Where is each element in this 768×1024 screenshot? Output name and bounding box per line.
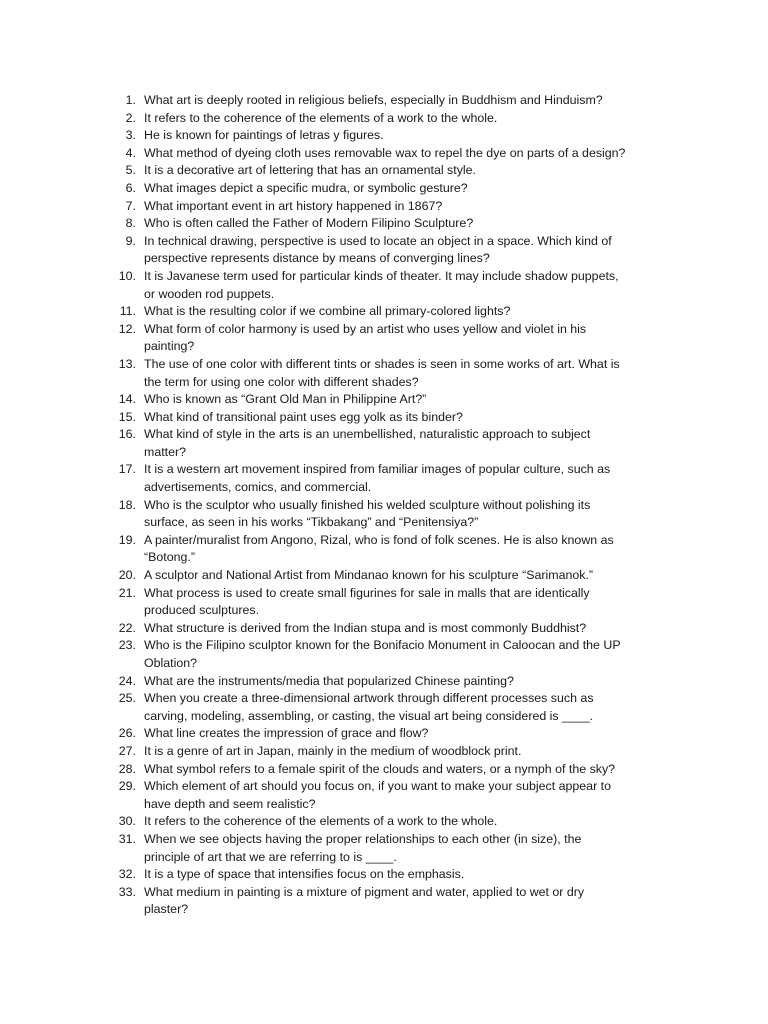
question-text: [136, 303, 680, 321]
question-number: 5.: [125, 163, 136, 178]
question-number: 31.: [118, 831, 136, 846]
question-text: [136, 110, 680, 128]
question-line: Who is often called the Father of Modern Filipino Sculpture?: [144, 216, 474, 231]
question-item: [100, 110, 680, 128]
question-text: [136, 637, 680, 672]
question-text: [136, 461, 680, 496]
question-item: [100, 761, 680, 779]
question-line: Oblation?: [144, 656, 198, 670]
question-number: 24.: [118, 673, 136, 688]
question-text: [136, 391, 680, 409]
question-line: What process is used to create small figurines for sale in malls that are identically: [144, 585, 590, 600]
question-number: 6.: [125, 180, 136, 195]
question-line: What images depict a specific mudra, or symbolic gesture?: [144, 180, 468, 195]
question-item: [100, 866, 680, 884]
question-item: [100, 145, 680, 163]
question-line: What symbol refers to a female spirit of the clouds and waters, or a nymph of the sky?: [144, 761, 616, 776]
question-item: [100, 497, 680, 532]
question-item: [100, 620, 680, 638]
question-number: 30.: [118, 814, 136, 829]
question-text: [136, 532, 680, 567]
question-number: 19.: [118, 532, 136, 547]
question-text: [136, 743, 680, 761]
question-item: [100, 884, 680, 919]
question-number: 13.: [118, 356, 136, 371]
question-number: 9.: [125, 233, 136, 248]
question-line: A sculptor and National Artist from Mindanao known for his sculpture “Sarimanok.”: [144, 568, 594, 583]
question-text: [136, 620, 680, 638]
question-item: [100, 673, 680, 691]
question-list: [100, 92, 680, 919]
question-line: It is a western art movement inspired from familiar images of popular culture, such as: [144, 462, 611, 477]
question-line: What important event in art history happened in 1867?: [144, 198, 443, 213]
question-text: [136, 831, 680, 866]
question-number: 26.: [118, 726, 136, 741]
question-line: plaster?: [144, 902, 189, 917]
question-number: 25.: [118, 691, 136, 706]
question-text: [136, 497, 680, 532]
question-text: [136, 162, 680, 180]
question-item: [100, 180, 680, 198]
question-line: What structure is derived from the Indian stupa and is most commonly Buddhist?: [144, 620, 587, 635]
question-item: [100, 356, 680, 391]
question-number: 14.: [118, 392, 136, 407]
question-line: It refers to the coherence of the elements of a work to the whole.: [144, 814, 498, 829]
question-text: [136, 690, 680, 725]
question-text: [136, 356, 680, 391]
question-text: [136, 409, 680, 427]
question-item: [100, 268, 680, 303]
question-item: [100, 585, 680, 620]
question-number: 33.: [118, 884, 136, 899]
question-line: Who is known as “Grant Old Man in Philippine Art?”: [144, 392, 427, 407]
question-line: the term for using one color with different shades?: [144, 374, 419, 389]
question-number: 17.: [118, 462, 136, 477]
question-number: 32.: [118, 867, 136, 882]
question-number: 23.: [118, 638, 136, 653]
question-number: 22.: [118, 620, 136, 635]
question-line: It is a genre of art in Japan, mainly in the medium of woodblock print.: [144, 743, 522, 758]
question-line: principle of art that we are referring to is ____.: [144, 849, 397, 864]
question-line: What are the instruments/media that popularized Chinese painting?: [144, 673, 514, 688]
question-text: [136, 145, 680, 163]
question-item: [100, 813, 680, 831]
question-item: [100, 690, 680, 725]
question-number: 12.: [118, 321, 136, 336]
question-line: It is a decorative art of lettering that has an ornamental style.: [144, 163, 476, 178]
question-item: [100, 725, 680, 743]
question-text: [136, 268, 680, 303]
question-line: produced sculptures.: [144, 603, 260, 618]
question-line: What medium in painting is a mixture of pigment and water, applied to wet or dry: [144, 884, 585, 899]
question-item: [100, 92, 680, 110]
question-number: 1.: [125, 93, 136, 107]
question-line: surface, as seen in his works “Tikbakang” and “Penitensiya?”: [144, 515, 479, 530]
question-number: 8.: [125, 216, 136, 231]
question-line: Who is the Filipino sculptor known for the Bonifacio Monument in Caloocan and the UP: [144, 638, 621, 653]
question-line: What kind of transitional paint uses egg yolk as its binder?: [144, 409, 463, 424]
question-text: [136, 92, 680, 110]
question-text: [136, 585, 680, 620]
question-number: 10.: [118, 268, 136, 283]
question-line: What art is deeply rooted in religious beliefs, especially in Buddhism and Hinduism?: [144, 93, 603, 107]
question-item: [100, 215, 680, 233]
question-text: [136, 198, 680, 216]
question-item: [100, 461, 680, 496]
question-item: [100, 743, 680, 761]
question-item: [100, 303, 680, 321]
question-item: [100, 409, 680, 427]
question-text: [136, 215, 680, 233]
question-line: have depth and seem realistic?: [144, 796, 316, 811]
question-text: [136, 778, 680, 813]
question-item: [100, 127, 680, 145]
question-number: 15.: [118, 409, 136, 424]
question-text: [136, 426, 680, 461]
question-line: or wooden rod puppets.: [144, 286, 275, 301]
question-item: [100, 321, 680, 356]
question-number: 7.: [125, 198, 136, 213]
question-line: In technical drawing, perspective is used to locate an object in a space. Which kind of: [144, 233, 612, 248]
question-line: It is a type of space that intensifies focus on the emphasis.: [144, 867, 465, 882]
question-line: “Botong.”: [144, 550, 195, 565]
question-line: What kind of style in the arts is an unembellished, naturalistic approach to subject: [144, 427, 591, 442]
question-line: Which element of art should you focus on, if you want to make your subject appear to: [144, 779, 611, 794]
question-number: 2.: [125, 110, 136, 125]
question-item: [100, 532, 680, 567]
question-item: [100, 567, 680, 585]
question-text: [136, 180, 680, 198]
question-number: 3.: [125, 128, 136, 143]
question-line: When you create a three-dimensional artwork through different processes such as: [144, 691, 594, 706]
question-item: [100, 198, 680, 216]
question-text: [136, 127, 680, 145]
question-line: carving, modeling, assembling, or casting, the visual art being considered is ____.: [144, 708, 594, 723]
question-text: [136, 673, 680, 691]
question-number: 18.: [118, 497, 136, 512]
question-line: He is known for paintings of letras y figures.: [144, 128, 384, 143]
question-item: [100, 426, 680, 461]
question-text: [136, 761, 680, 779]
question-line: advertisements, comics, and commercial.: [144, 480, 372, 495]
question-number: 16.: [118, 427, 136, 442]
question-line: What form of color harmony is used by an artist who uses yellow and violet in his: [144, 321, 587, 336]
question-item: [100, 162, 680, 180]
question-number: 4.: [125, 145, 136, 160]
question-line: What line creates the impression of grace and flow?: [144, 726, 429, 741]
question-text: [136, 321, 680, 356]
question-line: What method of dyeing cloth uses removable wax to repel the dye on parts of a design?: [144, 145, 626, 160]
question-text: [136, 725, 680, 743]
question-line: When we see objects having the proper relationships to each other (in size), the: [144, 831, 582, 846]
question-number: 27.: [118, 743, 136, 758]
question-text: [136, 567, 680, 585]
question-number: 11.: [119, 304, 136, 319]
question-line: perspective represents distance by means of converging lines?: [144, 251, 490, 266]
question-line: What is the resulting color if we combine all primary-colored lights?: [144, 304, 511, 319]
question-line: matter?: [144, 444, 187, 459]
question-number: 28.: [118, 761, 136, 776]
question-line: Who is the sculptor who usually finished his welded sculpture without polishing its: [144, 497, 591, 512]
question-text: [136, 233, 680, 268]
question-line: It is Javanese term used for particular kinds of theater. It may include shadow puppets,: [144, 268, 619, 283]
question-number: 21.: [118, 585, 136, 600]
question-text: [136, 866, 680, 884]
question-line: painting?: [144, 339, 195, 354]
question-item: [100, 233, 680, 268]
question-item: [100, 778, 680, 813]
question-item: [100, 831, 680, 866]
question-line: It refers to the coherence of the elements of a work to the whole.: [144, 110, 498, 125]
question-number: 29.: [118, 779, 136, 794]
question-line: A painter/muralist from Angono, Rizal, who is fond of folk scenes. He is also known as: [144, 532, 614, 547]
question-text: [136, 884, 680, 919]
question-item: [100, 637, 680, 672]
question-text: [136, 813, 680, 831]
question-number: 20.: [118, 568, 136, 583]
question-line: The use of one color with different tints or shades is seen in some works of art. What is: [144, 356, 620, 371]
question-item: [100, 391, 680, 409]
